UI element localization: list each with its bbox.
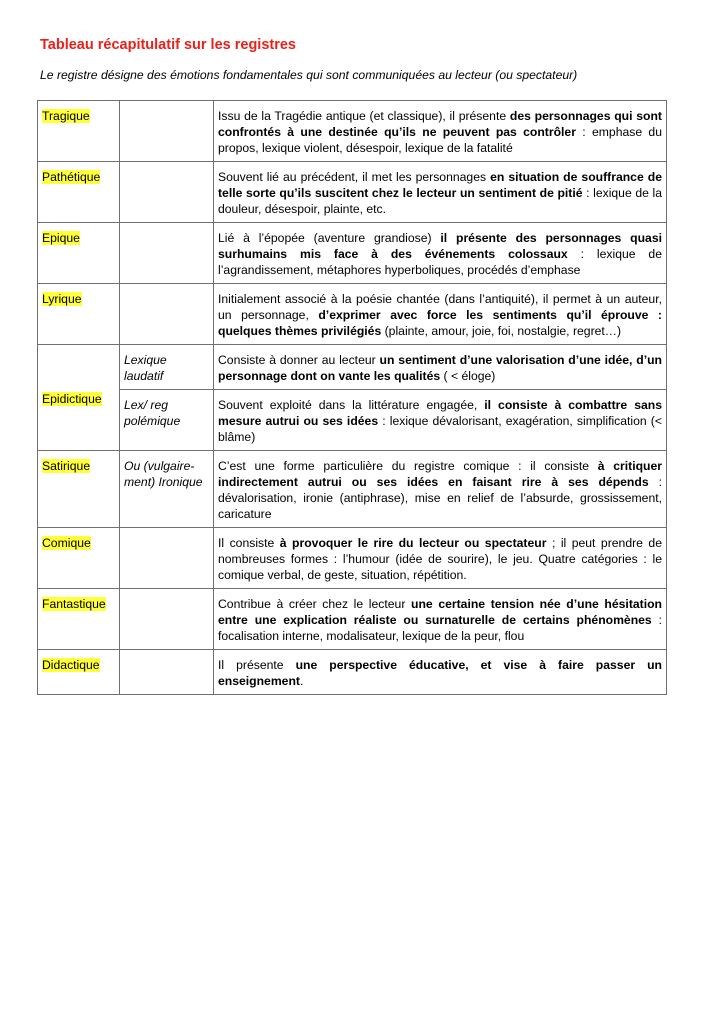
- description-text: Contribue à créer chez le lecteur: [218, 597, 412, 611]
- registre-name-cell: [38, 345, 120, 451]
- description-emphasis: d’exprimer avec force les sentiments qu’il éprouve : quelques thèmes privilégiés: [218, 308, 662, 338]
- registre-description: [214, 345, 667, 390]
- description-text: .: [299, 674, 304, 688]
- description-text: Il présente: [218, 658, 296, 672]
- description-text: Initialement associé à la poésie chantée (dans l’antiquité), il permet à un auteur, un personnage,: [218, 292, 662, 322]
- description-text: : lexique dévalorisant, exagération, simplification (< blâme): [218, 414, 662, 444]
- registre-sub-cell: [120, 101, 214, 162]
- registre-name: Pathétique: [42, 170, 101, 184]
- registres-table: [37, 100, 667, 695]
- registre-name: Satirique: [42, 459, 91, 473]
- registre-name-cell: [38, 589, 120, 650]
- table-row: [38, 162, 667, 223]
- registre-name: Fantastique: [42, 597, 106, 611]
- description-emphasis: une perspective éducative, et vise à faire passer un enseignement: [218, 658, 662, 688]
- description-emphasis: une certaine tension née d’une hésitation entre une explication réaliste ou surnaturelle de certains phénomènes: [218, 597, 662, 627]
- description-emphasis: il présente des personnages quasi surhumains mis face à des événements colossaux: [218, 231, 662, 261]
- description-text: : focalisation interne, modalisateur, lexique de la peur, flou: [218, 613, 662, 643]
- table-row: [38, 284, 667, 345]
- table-row: [38, 650, 667, 695]
- description-emphasis: il consiste à combattre sans mesure autrui ou ses idées: [218, 398, 662, 428]
- table-row: [38, 390, 667, 451]
- registre-sub-cell: [120, 162, 214, 223]
- table-row: [38, 528, 667, 589]
- registre-name: Didactique: [42, 658, 100, 672]
- description-text: Il consiste: [218, 536, 280, 550]
- description-text: ; il peut prendre de nombreuses formes : l’humour (idée de sourire), le jeu. Quatre catégories : le comique verbal, de geste, situation, répétition.: [218, 536, 662, 582]
- registre-subtitle: Lexique laudatif: [124, 353, 167, 383]
- description-text: : lexique de la douleur, désespoir, plainte, etc.: [218, 186, 662, 216]
- table-row: [38, 345, 667, 390]
- table-row: [38, 223, 667, 284]
- registre-name-cell: [38, 223, 120, 284]
- description-emphasis: à provoquer le rire du lecteur ou spectateur: [279, 536, 547, 550]
- registre-name: Lyrique: [42, 292, 82, 306]
- description-emphasis: un sentiment d’une valorisation d’une idée, d’un personnage dont on vante les qualités: [218, 353, 662, 383]
- description-text: : dévalorisation, ironie (antiphrase), mise en relief de l’absurde, grossissement, caricature: [218, 475, 662, 521]
- registre-name-cell: [38, 101, 120, 162]
- description-text: ( < éloge): [440, 369, 496, 383]
- description-text: (plainte, amour, joie, foi, nostalgie, regret…): [381, 324, 622, 338]
- description-text: Souvent lié au précédent, il met les personnages: [218, 170, 491, 184]
- registre-sub-cell: [120, 390, 214, 451]
- registre-sub-cell: [120, 589, 214, 650]
- registre-name: Epidictique: [42, 391, 102, 406]
- description-text: Issu de la Tragédie antique (et classique), il présente: [218, 109, 510, 123]
- registre-description: [214, 162, 667, 223]
- registre-name: Tragique: [42, 109, 90, 123]
- description-text: Consiste à donner au lecteur: [218, 353, 380, 367]
- registre-description: [214, 528, 667, 589]
- registre-description: [214, 223, 667, 284]
- registre-subtitle: Lex/ reg polémique: [124, 398, 181, 428]
- page-title: Tableau récapitulatif sur les registres: [40, 37, 296, 53]
- registre-description: [214, 101, 667, 162]
- registre-sub-cell: [120, 284, 214, 345]
- registre-description: [214, 451, 667, 528]
- registre-sub-cell: [120, 451, 214, 528]
- table-row: [38, 101, 667, 162]
- description-emphasis: en situation de souffrance de telle sorte qu’ils suscitent chez le lecteur un sentiment de pitié: [218, 170, 662, 200]
- registre-name-cell: [38, 528, 120, 589]
- registre-sub-cell: [120, 528, 214, 589]
- registre-name-cell: [38, 650, 120, 695]
- registre-sub-cell: [120, 345, 214, 390]
- registre-description: [214, 650, 667, 695]
- registre-description: [214, 390, 667, 451]
- description-text: : lexique de l’agrandissement, métaphores hyperboliques, procédés d’emphase: [218, 247, 662, 277]
- table-row: [38, 589, 667, 650]
- registre-description: [214, 284, 667, 345]
- description-text: Lié à l’épopée (aventure grandiose): [218, 231, 441, 245]
- description-emphasis: des personnages qui sont confrontés à une destinée qu’ils ne peuvent pas contrôler: [218, 109, 662, 139]
- page-subtitle: Le registre désigne des émotions fondamentales qui sont communiquées au lecteur (ou spectateur): [40, 68, 578, 82]
- description-text: Souvent exploité dans la littérature engagée,: [218, 398, 485, 412]
- registre-description: [214, 589, 667, 650]
- registre-sub-cell: [120, 223, 214, 284]
- table-row: [38, 451, 667, 528]
- registre-name-cell: [38, 162, 120, 223]
- registre-name-cell: [38, 284, 120, 345]
- description-text: : emphase du propos, lexique violent, désespoir, lexique de la fatalité: [218, 125, 662, 155]
- description-text: C’est une forme particulière du registre comique : il consiste: [218, 459, 598, 473]
- registre-name: Comique: [42, 536, 91, 550]
- description-emphasis: à critiquer indirectement autrui ou ses idées en faisant rire à ses dépends: [218, 459, 663, 489]
- registre-name-cell: [38, 451, 120, 528]
- registre-subtitle: Ou (vulgaire-ment) Ironique: [124, 459, 203, 489]
- registre-sub-cell: [120, 650, 214, 695]
- registre-name: Epique: [42, 231, 80, 245]
